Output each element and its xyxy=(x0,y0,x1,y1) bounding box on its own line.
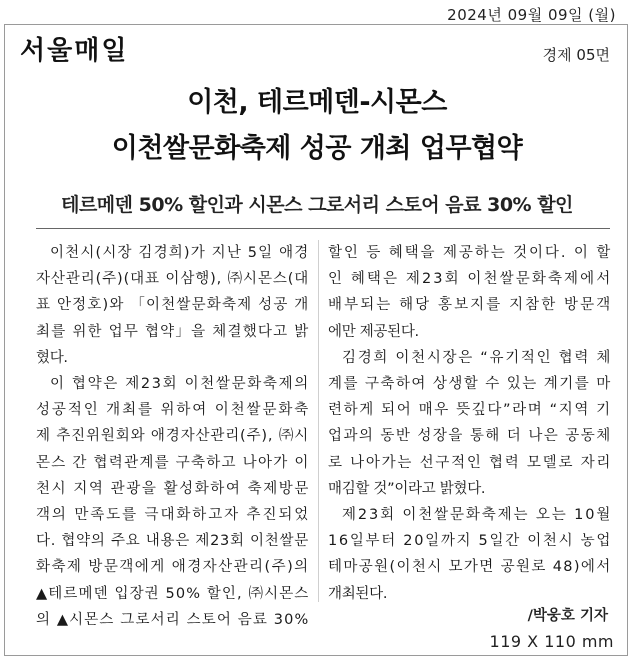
body-line: 의 ▲시몬스 그로서리 스토어 음료 30% xyxy=(36,611,310,628)
body-line: 에만 제공된다. xyxy=(328,323,419,340)
headline-line-1: 이천, 테르메덴-시몬스 xyxy=(187,87,447,118)
clip-size-label: 119 X 110 mm xyxy=(489,632,614,651)
body-line: 이 협약은 제23회 이천쌀문화축제의 xyxy=(50,376,310,393)
body-line: 제23회 이천쌀문화축제는 오는 10월 xyxy=(342,507,613,524)
column-divider xyxy=(318,240,319,602)
body-line: 몬스 간 협력관계를 구축하고 나아가 이 xyxy=(36,454,310,471)
newspaper-logo: 서울매일 xyxy=(20,36,129,66)
body-line: 테마공원(이천시 모가면 공원로 48)에서 xyxy=(328,559,612,576)
body-line: 화축제 방문객에게 애경자산관리(주)의 xyxy=(36,559,310,576)
subheadline: 테르메덴 50% 할인과 시몬스 그로서리 스토어 음료 30% 할인 xyxy=(61,194,573,216)
body-line: 할인 등 혜택을 제공하는 것이다. 이 할 xyxy=(328,245,613,261)
body-line: 다. 협약의 주요 내용은 제23회 이천쌀문 xyxy=(36,533,309,550)
body-line: 업과의 동반 성장을 통해 더 나은 공동체 xyxy=(328,428,612,445)
body-line: 제 추진위원회와 애경자산관리(주), ㈜시 xyxy=(36,428,310,445)
body-line: 자산관리(주)(대표 이삼행), ㈜시몬스(대 xyxy=(36,271,310,288)
body-line: 개최된다. xyxy=(328,585,388,602)
headline-line-2: 이천쌀문화축제 성공 개최 업무협약 xyxy=(111,133,523,164)
publication-date: 2024년 09월 09일 (월) xyxy=(447,6,616,24)
section-page-label: 경제 05면 xyxy=(542,46,610,64)
body-line: 천시 지역 관광을 활성화하여 축제방문 xyxy=(36,480,310,497)
body-line: 표 안정호)와 「이천쌀문화축제 성공 개 xyxy=(36,297,310,314)
body-line: 련하게 되어 매우 뜻깊다”라며 “지역 기 xyxy=(328,402,612,419)
article-column-left xyxy=(36,240,311,633)
body-line: 16일부터 20일까지 5일간 이천시 농업 xyxy=(328,533,613,550)
body-line: 매김할 것”이라고 밝혔다. xyxy=(328,480,486,497)
body-line: 성공적인 개최를 위하여 이천쌀문화축 xyxy=(36,402,311,419)
body-line: ▲테르메덴 입장권 50% 할인, ㈜시몬스 xyxy=(36,585,310,602)
body-line: 객의 만족도를 극대화하고자 추진되었 xyxy=(36,507,311,524)
body-line: 이천시(시장 김경희)가 지난 5일 애경 xyxy=(50,245,310,261)
reporter-byline: /박웅호 기자 xyxy=(527,608,608,624)
body-line: 혔다. xyxy=(36,349,68,366)
body-line: 최를 위한 업무 협약」을 체결했다고 밝 xyxy=(36,323,310,340)
body-line: 배부되는 해당 홍보지를 지참한 방문객 xyxy=(328,297,613,314)
headline-rule xyxy=(36,228,610,229)
body-line: 인 혜택은 제23회 이천쌀문화축제에서 xyxy=(328,271,613,288)
article-column-right xyxy=(328,240,613,607)
body-line: 김경희 이천시장은 “유기적인 협력 체 xyxy=(342,349,613,366)
body-line: 로 나아가는 선구적인 협력 모델로 자리 xyxy=(328,454,613,471)
body-line: 계를 구축하여 상생할 수 있는 계기를 마 xyxy=(328,376,612,393)
